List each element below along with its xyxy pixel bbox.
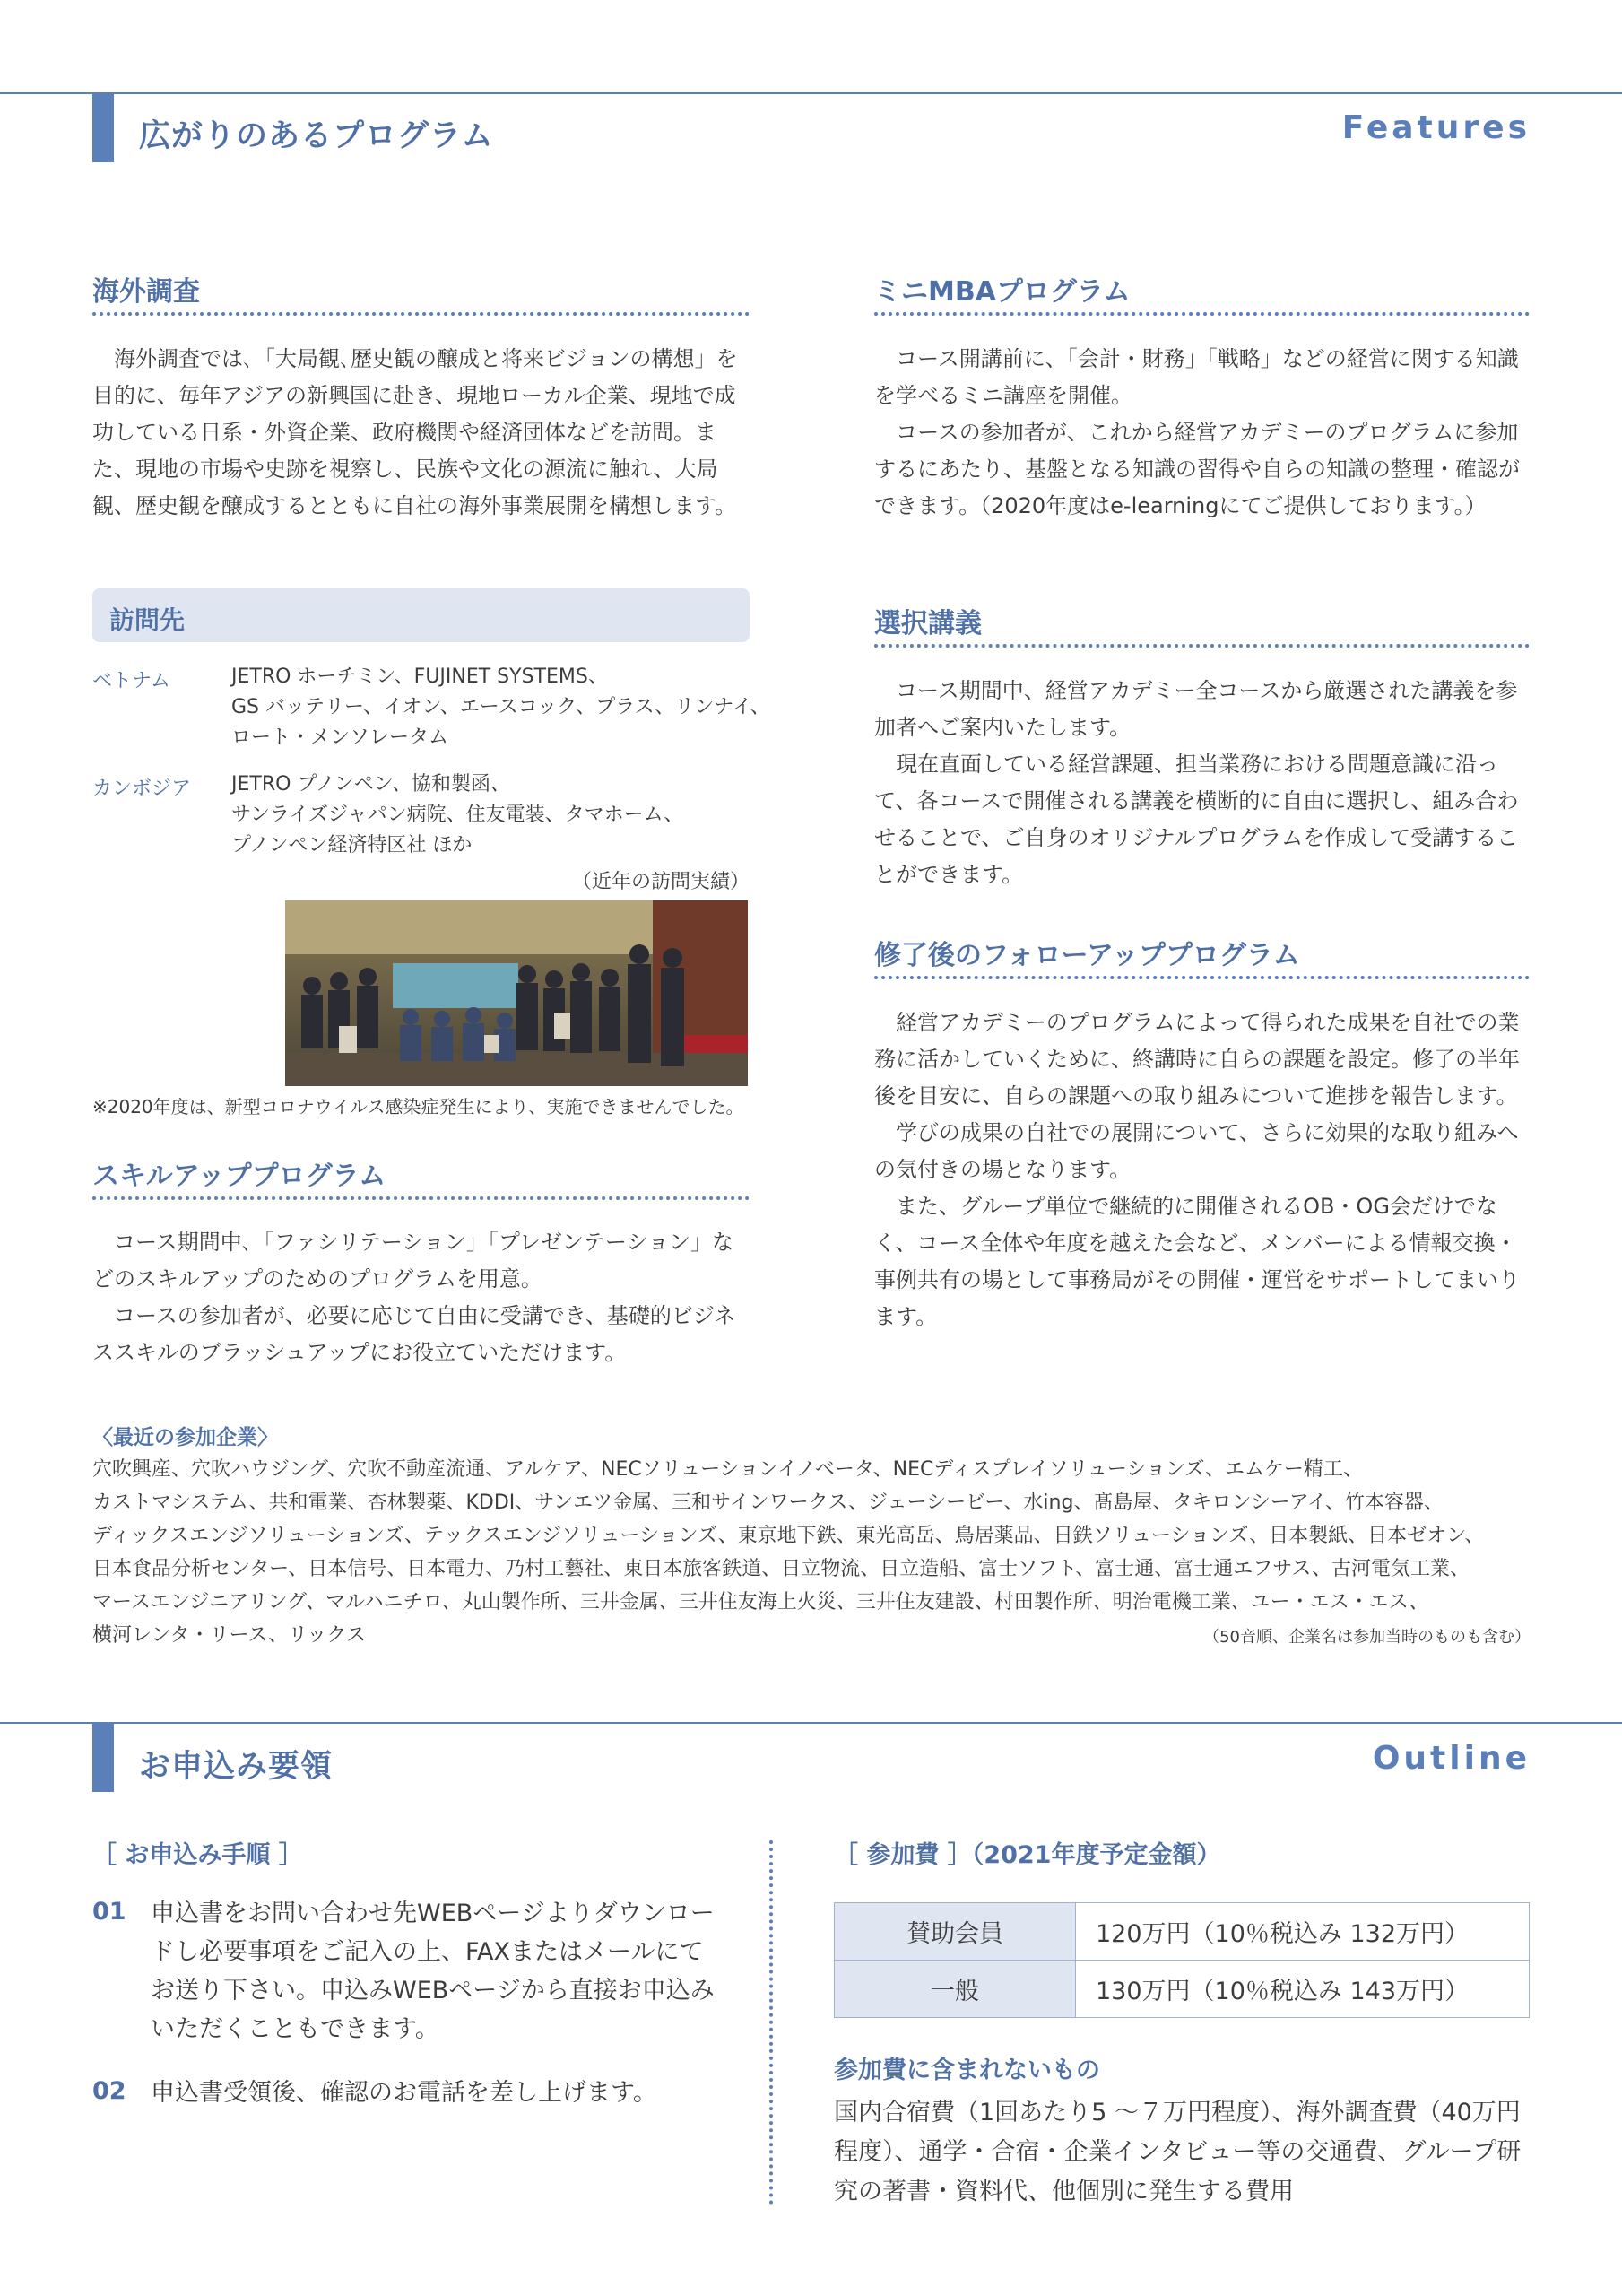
visit-line: サンライズジャパン病院、住友電装、タマホーム、 bbox=[231, 804, 684, 826]
companies-line: ディックスエンジソリューションズ、テックスエンジソリューションズ、東京地下鉄、東光高岳、鳥居薬品、日鉄ソリューションズ、日本製紙、日本ゼオン、 bbox=[92, 1525, 1485, 1547]
outline-rule bbox=[0, 1722, 1622, 1724]
elective-paragraph: 現在直面している経営課題、担当業務における問題意識に沿って、各コースで開催される講義を横断的に自由に選択し、組み合わせることで、ご自身のオリジナルプログラムを作成して受講することができます。 bbox=[874, 752, 1519, 887]
table-row bbox=[835, 1961, 1530, 2018]
overseas-title: 海外調査 bbox=[92, 276, 200, 308]
visits-title: 訪問先 bbox=[109, 605, 186, 635]
visit-line: JETRO ホーチミン、FUJINET SYSTEMS、 bbox=[231, 665, 608, 688]
mba-paragraph: コースの参加者が、これから経営アカデミーのプログラムに参加するにあたり、基盤となる知識の習得や自らの知識の整理・確認ができます。（2020年度はe-learningにてご提供しております。） bbox=[874, 420, 1520, 518]
mba-body bbox=[874, 341, 1533, 525]
elective-title: 選択講義 bbox=[874, 608, 982, 639]
mba-title: ミニMBAプログラム bbox=[874, 276, 1131, 308]
fees-title: ［ 参加費 ］（2021年度予定金額） bbox=[834, 1841, 1221, 1869]
companies-line: 日本食品分析センター、日本信号、日本電力、乃村工藝社、東日本旅客鉄道、日立物流、日立造船、富士ソフト、富士通、富士通エフサス、古河電気工業、 bbox=[92, 1558, 1470, 1580]
fee-value: 120万円（10％税込み 132万円） bbox=[1076, 1903, 1530, 1961]
fee-label: 一般 bbox=[835, 1961, 1076, 2018]
visits-vietnam bbox=[231, 662, 770, 753]
elective-divider bbox=[874, 644, 1530, 648]
excluded-text: 国内合宿費（1回あたり5 ～７万円程度）、海外調査費（40万円程度）、通学・合宿・企業インタビュー等の交通費、グループ研究の著書・資料代、他個別に発生する費用 bbox=[834, 2099, 1522, 2205]
overseas-paragraph: 海外調査では､「大局観､歴史観の醸成と将来ビジョンの構想」を目的に、毎年アジアの新興国に赴き、現地ローカル企業、現地で成功している日系・外資企業、政府機関や経済団体などを訪問。また、現地の市場や史跡を視察し、民族や文化の源流に触れ、大局観、歴史観を醸成するとともに自社の海外事業展開を構想します。 bbox=[92, 346, 738, 518]
visits-note: （近年の訪問実績） bbox=[571, 871, 750, 893]
followup-divider bbox=[874, 976, 1530, 979]
skillup-paragraph: コースの参加者が、必要に応じて自由に受講でき、基礎的ビジネススキルのブラッシュアップにお役立ていただけます。 bbox=[92, 1303, 736, 1365]
visit-line: JETRO プノンペン、協和製函、 bbox=[231, 773, 511, 796]
step-number: 02 bbox=[92, 2077, 126, 2105]
followup-paragraph: また、グループ単位で継続的に開催されるOB・OG会だけでなく、コース全体や年度を越えた会など、メンバーによる情報交換・事例共有の場として事務局がその開催・運営をサポートしてまいります。 bbox=[874, 1194, 1520, 1329]
step-text: 申込書受領後、確認のお電話を差し上げます。 bbox=[151, 2079, 657, 2107]
visits-cambodia bbox=[231, 770, 683, 861]
companies-line: マースエンジニアリング、マルハニチロ、丸山製作所、三井金属、三井住友海上火災、三井住友建設、村田製作所、明治電機工業、ユー・エス・エス、 bbox=[92, 1591, 1429, 1613]
features-rule bbox=[0, 92, 1622, 94]
excluded-title: 参加費に含まれないもの bbox=[834, 2057, 1100, 2084]
features-bar bbox=[92, 94, 114, 162]
outline-title: お申込み要領 bbox=[139, 1749, 334, 1785]
fee-table bbox=[834, 1902, 1530, 2018]
companies-note: （50音順、企業名は参加当時のものも含む） bbox=[1203, 1628, 1531, 1647]
elective-body bbox=[874, 673, 1533, 893]
country-vietnam: ベトナム bbox=[92, 670, 170, 692]
visit-line: ロート・メンソレータム bbox=[231, 726, 449, 749]
overseas-body bbox=[92, 341, 751, 525]
companies-line: 横河レンタ・リース、リックス bbox=[92, 1624, 367, 1647]
fee-value: 130万円（10％税込み 143万円） bbox=[1076, 1961, 1530, 2018]
visit-line: プノンペン経済特区社 ほか bbox=[231, 834, 473, 857]
features-title: 広がりのあるプログラム bbox=[139, 118, 494, 154]
step-number: 01 bbox=[92, 1898, 126, 1926]
skillup-title: スキルアッププログラム bbox=[92, 1161, 386, 1192]
mba-divider bbox=[874, 312, 1530, 316]
followup-paragraph: 経営アカデミーのプログラムによって得られた成果を自社での業務に活かしていくために、終講時に自らの課題を設定。修了の半年後を目安に、自らの課題への取り組みについて進捗を報告します。 bbox=[874, 1010, 1520, 1109]
skillup-body bbox=[92, 1224, 751, 1371]
photo-caption: ※2020年度は、新型コロナウイルス感染症発生により、実施できませんでした。 bbox=[92, 1096, 744, 1118]
skillup-divider bbox=[92, 1196, 750, 1200]
companies-title: 〈最近の参加企業〉 bbox=[92, 1426, 278, 1449]
visit-line: GS バッテリー、イオン、エースコック、プラス、リンナイ、 bbox=[231, 696, 770, 718]
followup-title: 修了後のフォローアッププログラム bbox=[874, 940, 1300, 971]
column-divider bbox=[769, 1840, 773, 2205]
companies-line: カストマシステム、共和電業、杏林製薬、KDDI、サンエツ金属、三和サインワークス、ジェーシービー、水ing、髙島屋、タキロンシーアイ、竹本容器、 bbox=[92, 1492, 1444, 1514]
group-photo bbox=[285, 900, 748, 1086]
visits-header-box bbox=[92, 588, 750, 642]
followup-paragraph: 学びの成果の自社での展開について、さらに効果的な取り組みへの気付きの場となります。 bbox=[874, 1120, 1519, 1182]
skillup-paragraph: コース期間中､「ファシリテーション」「プレゼンテーション」などのスキルアップのためのプログラムを用意。 bbox=[92, 1230, 733, 1292]
companies-list bbox=[92, 1453, 1532, 1652]
companies-line: 穴吹興産、穴吹ハウジング、穴吹不動産流通、アルケア、NECソリューションイノベータ、NECディスプレイソリューションズ、エムケー精工、 bbox=[92, 1458, 1364, 1481]
procedure-title: ［ お申込み手順 ］ bbox=[92, 1841, 303, 1869]
group-photo-image bbox=[285, 900, 748, 1086]
outline-bar bbox=[92, 1724, 114, 1792]
followup-body bbox=[874, 1004, 1533, 1335]
elective-paragraph: コース期間中、経営アカデミー全コースから厳選された講義を参加者へご案内いたします。 bbox=[874, 678, 1518, 740]
mba-paragraph: コース開講前に、「会計・財務」「戦略」などの経営に関する知識を学べるミニ講座を開催。 bbox=[874, 346, 1519, 408]
fee-label: 賛助会員 bbox=[835, 1903, 1076, 1961]
step-text: 申込書をお問い合わせ先WEBページよりダウンロードし必要事項をご記入の上、FAXまたはメールにてお送り下さい。申込みWEBページから直接お申込みいただくこともできます。 bbox=[151, 1900, 715, 2043]
features-en-title: Features bbox=[1341, 109, 1531, 146]
table-row bbox=[835, 1903, 1530, 1961]
outline-en-title: Outline bbox=[1372, 1740, 1531, 1777]
country-cambodia: カンボジア bbox=[92, 778, 192, 800]
overseas-divider bbox=[92, 312, 750, 316]
